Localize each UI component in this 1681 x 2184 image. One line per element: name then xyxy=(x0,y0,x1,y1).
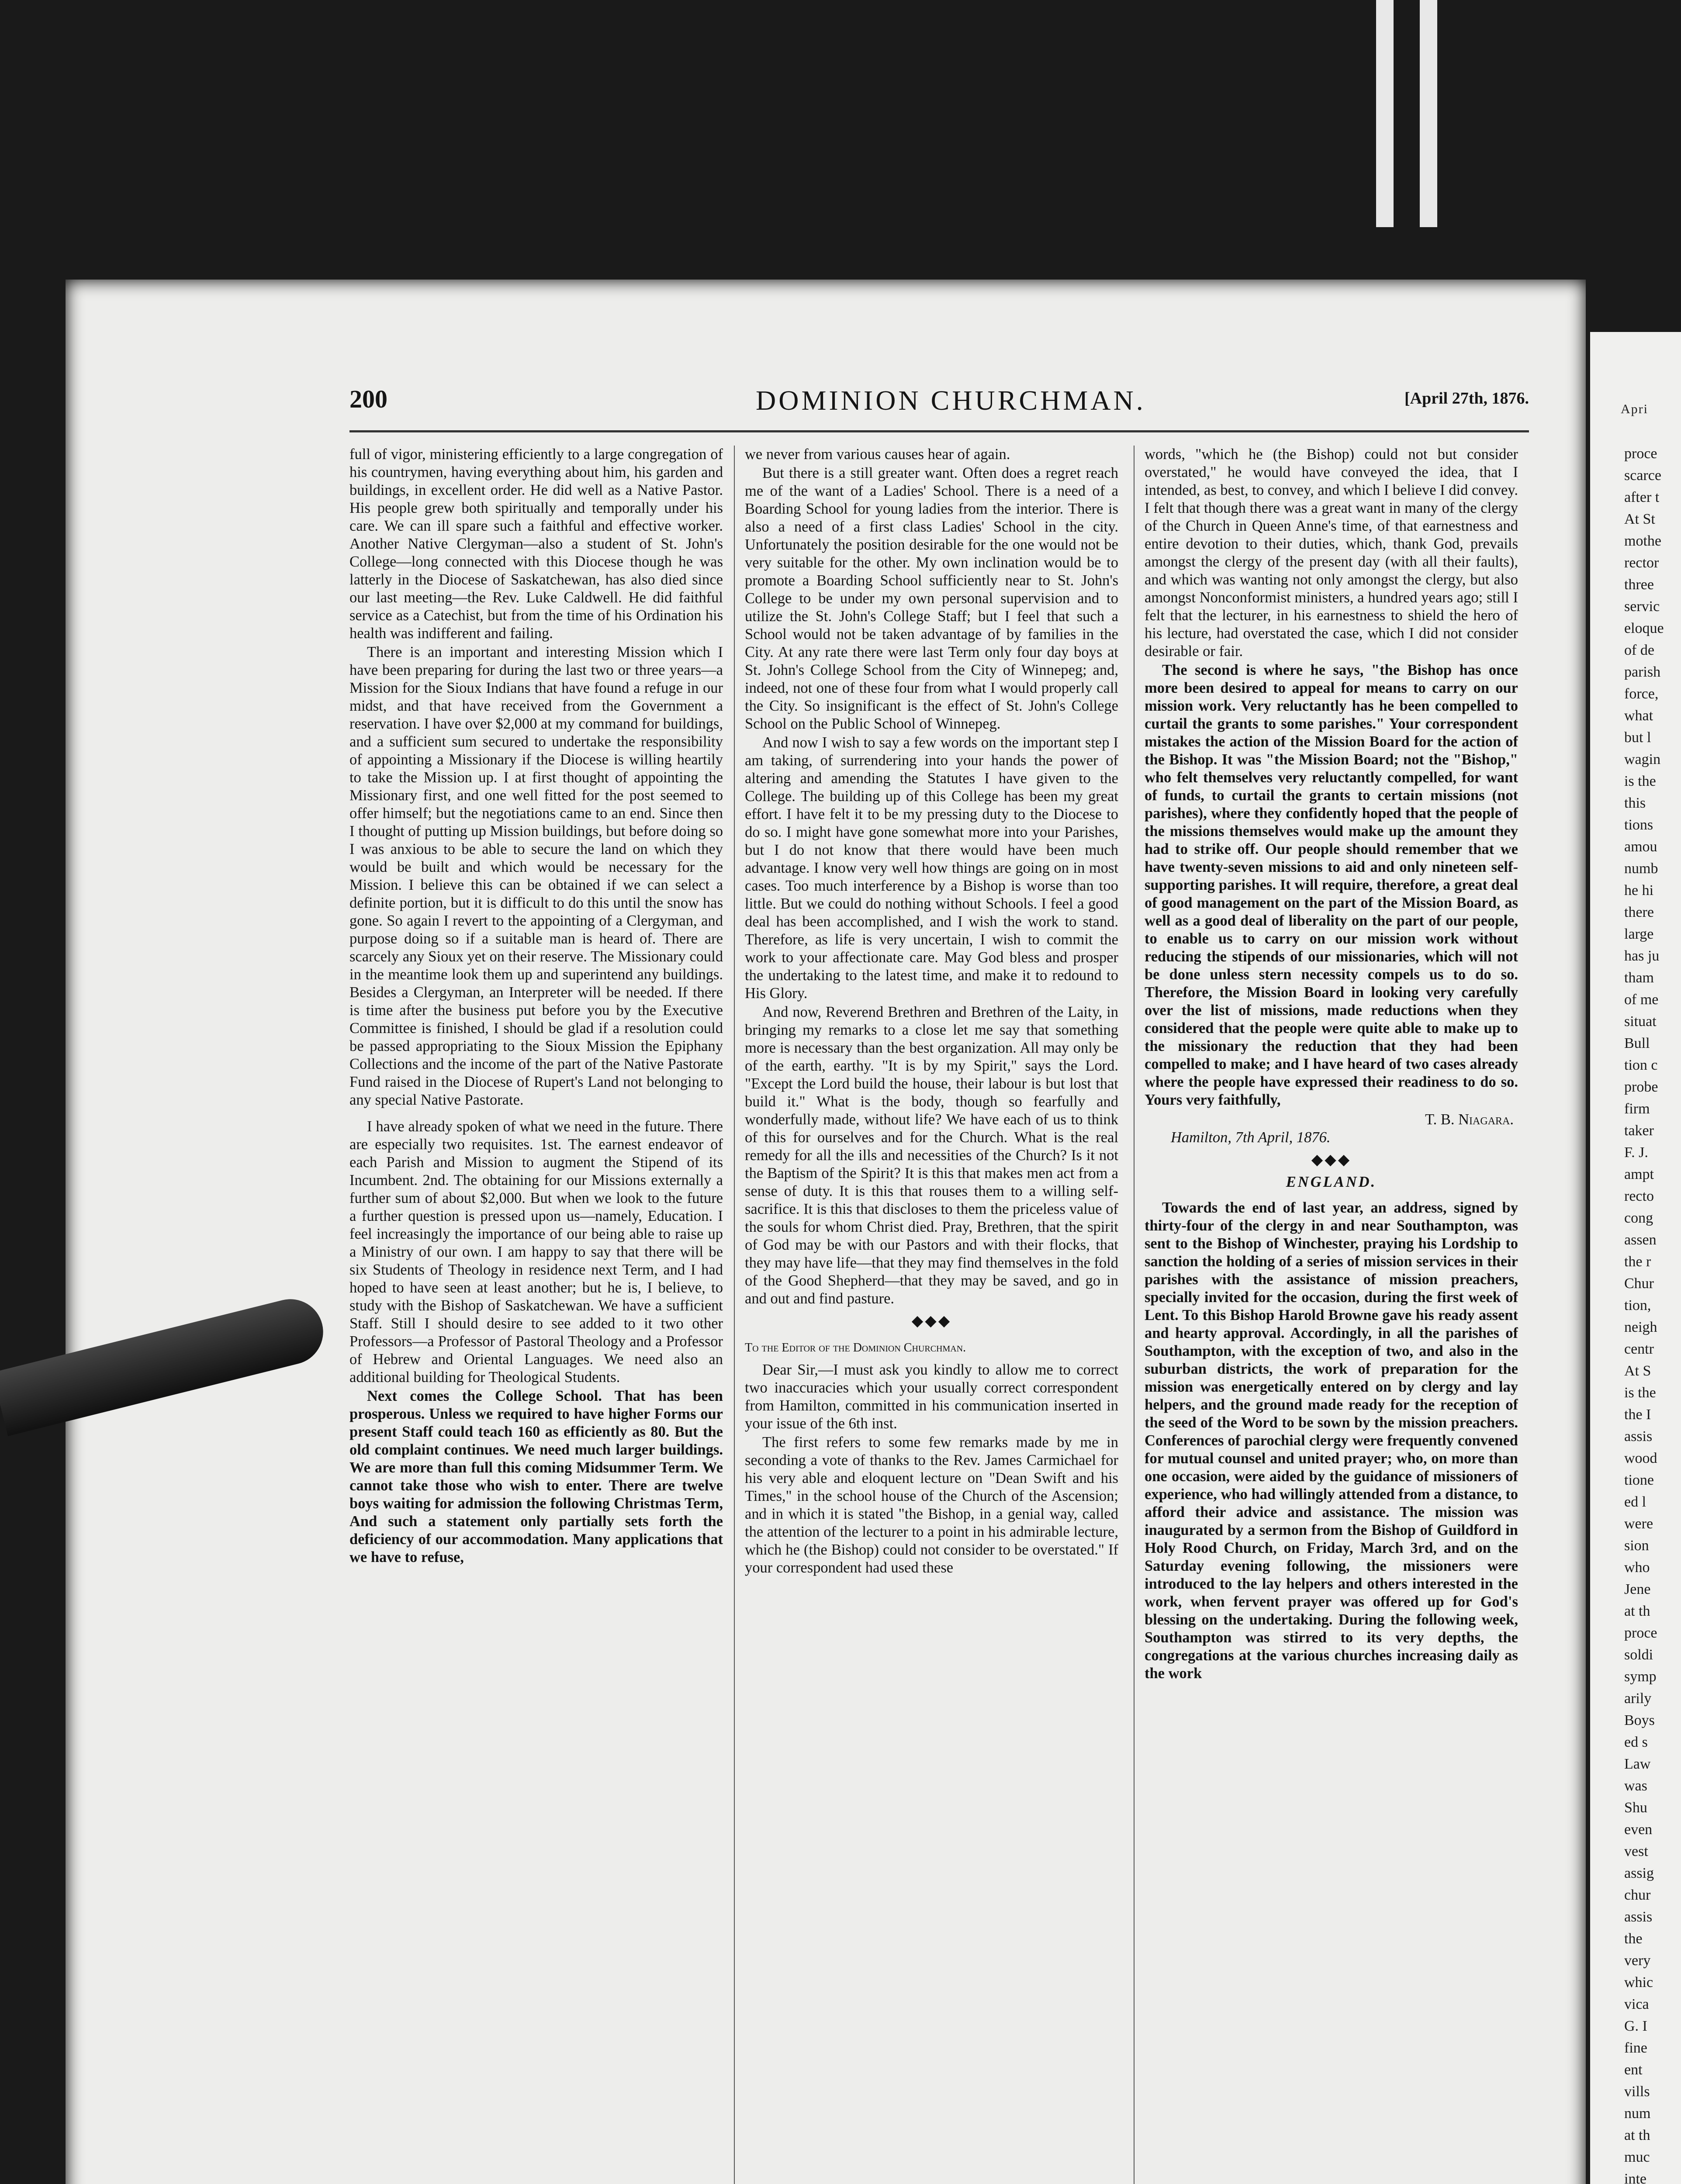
next-page-fragment: cong xyxy=(1624,1210,1653,1226)
paragraph: Next comes the College School. That has been prosperous. Unless we required to have higher Forms our present Staff could teach 160 as efficiently as 80. But the old complaint continues. We need much larger buildings. We are more than full this coming Midsummer Term. We cannot take those who wish to enter. There are twelve boys waiting for admission the following Christmas Term, And such a statement only partially sets forth the deficiency of our accommodation. Many applications that we have to refuse, xyxy=(349,1388,723,1565)
next-page-fragments xyxy=(1590,443,1681,2184)
next-page-fragment: even xyxy=(1624,1821,1653,1838)
next-page-fragment: At St xyxy=(1624,511,1655,527)
ornament: ◆◆◆ xyxy=(1311,1151,1352,1168)
next-page-fragment: he hi xyxy=(1624,882,1654,898)
next-page-fragment: fine xyxy=(1624,2040,1647,2056)
next-page-fragment: of de xyxy=(1624,642,1654,658)
next-page-fragment: vills xyxy=(1624,2084,1650,2100)
next-page-fragment: At S xyxy=(1624,1363,1651,1379)
next-page-fragment: Boys xyxy=(1624,1712,1655,1728)
publication-title: DOMINION CHURCHMAN. xyxy=(756,385,1146,416)
issue-date: [April 27th, 1876. xyxy=(1404,389,1529,408)
next-page-fragment: G. I xyxy=(1624,2018,1647,2034)
next-page-fragment: centr xyxy=(1624,1341,1654,1357)
next-page-fragment: is the xyxy=(1624,1385,1656,1401)
next-page-fragment: Shu xyxy=(1624,1800,1647,1816)
next-page-fragment: Law xyxy=(1624,1756,1651,1772)
next-page-fragment: tions xyxy=(1624,817,1653,833)
next-page-fragment: after t xyxy=(1624,489,1660,505)
next-page-fragment: very xyxy=(1624,1952,1651,1969)
paragraph: Dear Sir,—I must ask you kindly to allow me to correct two inaccuracies which your usually correct correspondent from Hamilton, committed in his communication inserted in your issue of the 6th inst. xyxy=(745,1362,1118,1432)
next-page-fragment: whic xyxy=(1624,1974,1653,1990)
letter-address: To the Editor of the Dominion Churchman. xyxy=(745,1341,966,1355)
page-number: 200 xyxy=(349,385,387,413)
next-page-fragment: probe xyxy=(1624,1079,1658,1095)
next-page-fragment: three xyxy=(1624,577,1654,593)
next-page-edge xyxy=(1590,332,1681,2184)
ornament: ◆◆◆ xyxy=(911,1313,952,1329)
page-header xyxy=(349,384,1529,415)
next-page-fragment: mothe xyxy=(1624,533,1661,549)
next-page-fragment: assis xyxy=(1624,1909,1653,1925)
next-page-fragment: F. J. xyxy=(1624,1144,1648,1161)
next-page-fragment: taker xyxy=(1624,1123,1654,1139)
paragraph: we never from various causes hear of again. xyxy=(745,446,1010,463)
paragraph: The first refers to some few remarks made by me in seconding a vote of thanks to the Rev. James Carmichael for his very able and eloquent lecture on "Dean Swift and his Times," in the school house of the Church of the Ascension; and in which it is stated "the Bishop, in a genial way, called the attention of the lecturer to a point in his admirable lecture, which he (the Bishop) could not consider to be overstated." If your correspondent had used these xyxy=(745,1434,1118,1576)
next-page-fragment: has ju xyxy=(1624,948,1660,964)
next-page-fragment: Bull xyxy=(1624,1035,1650,1051)
column-1 xyxy=(349,446,723,2184)
next-page-fragment: servic xyxy=(1624,598,1660,615)
next-page-fragment: ed s xyxy=(1624,1734,1648,1750)
next-page-fragment: assen xyxy=(1624,1232,1657,1248)
next-page-fragment: parish xyxy=(1624,664,1661,680)
next-page-fragment: rector xyxy=(1624,555,1659,571)
next-page-fragment: tham xyxy=(1624,970,1654,986)
column-2 xyxy=(745,446,1118,2184)
next-page-fragment: situat xyxy=(1624,1013,1657,1030)
next-page-fragment: proce xyxy=(1624,1625,1657,1641)
next-page-fragment: ent xyxy=(1624,2062,1643,2078)
paragraph: And now, Reverend Brethren and Brethren of the Laity, in bringing my remarks to a close let me say that something more is necessary than the best organization. All may only be of the earth, earthy. "It is by my Spirit," says the Lord. "Except the Lord build the house, their labour is but lost that build it." What is the body, though so fearfully and wonderfully made, without life? We have each of us to think of this for ourselves and for the Church. What is the real remedy for all the ills and necessities of the Church? Is it not the Baptism of the Spirit? It is this that makes men act from a sense of duty. It is this that rouses them to a willing self-sacrifice. It is this that discloses to them the priceless value of the souls for whom Christ died. Pray, Brethren, that the spirit of God may be with our Pastors and with their flocks, that they may have life—that they may find themselves in the fold of the Good Shepherd—that they may be saved, and go in and out and find pasture. xyxy=(745,1004,1118,1307)
header-rule xyxy=(349,430,1529,432)
letter-location: Hamilton, 7th April, 1876. xyxy=(1171,1129,1331,1146)
next-page-fragment: tion c xyxy=(1624,1057,1658,1073)
next-page-fragment: what xyxy=(1624,708,1653,724)
next-page-fragment: is the xyxy=(1624,773,1656,789)
next-page-fragment: wood xyxy=(1624,1450,1657,1466)
next-page-fragment: numb xyxy=(1624,860,1658,877)
next-page-fragment: soldi xyxy=(1624,1647,1653,1663)
next-page-fragment: there xyxy=(1624,904,1654,920)
next-page-fragment: but l xyxy=(1624,729,1651,746)
next-page-fragment: muc xyxy=(1624,2149,1650,2165)
next-page-fragment: at th xyxy=(1624,1603,1650,1619)
next-page-fragment: assig xyxy=(1624,1865,1654,1881)
paragraph: full of vigor, ministering efficiently to a large congregation of his countrymen, having everything about him, his garden and buildings, in excellent order. He did well as a Native Pastor. His people grew both spiritually and temporally under his care. We can ill spare such a faithful and effective worker. Another Native Clergyman—also a student of St. John's College—long connected with this Diocese though he was latterly in the Diocese of Saskatchewan, has also died since our last meeting—the Rev. Luke Caldwell. He did faithful service as a Catechist, but from the time of his Ordination his health was indifferent and failing. xyxy=(349,446,723,642)
next-page-fragment: scarce xyxy=(1624,467,1661,484)
next-page-fragment: wagin xyxy=(1624,751,1661,767)
column-separator xyxy=(734,446,735,2184)
paragraph: The second is where he says, "the Bishop has once more been desired to appeal for means to carry on our mission work. Very reluctantly has he been compelled to curtail the grants to some parishes." Your correspondent mistakes the action of the Mission Board for the action of the Bishop. It was "the Mission Board; not the "Bishop," who felt themselves very reluctantly compelled, for want of funds, to curtail the grants to certain missions (not parishes), where they confidently hoped that the people of the missions themselves would make up the amount they had to strike off. Our people should remember that we have twenty-seven missions to aid and only nineteen self-supporting parishes. It will require, therefore, a great deal of good management on the part of the Mission Board, as well as a good deal of liberality on the part of our people, to enable us to carry on our mission work without reducing the stipends of our missionaries, which will not be done unless stern necessity compels us to do so. Therefore, the Mission Board in looking very carefully over the list of missions, made reductions when they considered that the people were quite able to make up to the missionary the reduction that they had been compelled to make; and I have heard of two cases already where the people have expressed their readiness to do so. Yours very faithfully, xyxy=(1145,662,1518,1108)
paragraph: But there is a still greater want. Often does a regret reach me of the want of a Ladies' School. There is a need of a Boarding School for young ladies from the interior. There is also a need of a first class Ladies' School in the city. Unfortunately the position desirable for the one would not be very suitable for the other. My own inclination would be to promote a Boarding School sufficiently near to St. John's College to be under my own personal supervision and to utilize the St. John's College Staff; but I feel that such a School would not be taken advantage of by families in the City. At any rate there were last Term only four day boys at St. John's College School from the City of Winnepeg; and, indeed, not one of these four from what I would properly call the City. So insignificant is the effect of St. John's College School on the Public School of Winnepeg. xyxy=(745,465,1118,732)
next-page-fragment: ed l xyxy=(1624,1494,1646,1510)
next-page-fragment: tione xyxy=(1624,1472,1654,1488)
next-page-fragment: large xyxy=(1624,926,1654,942)
next-page-fragment: assis xyxy=(1624,1428,1653,1444)
paragraph: words, "which he (the Bishop) could not but consider overstated," he would have conveyed the idea, that I intended, as best, to convey, and which I believe I did convey. I felt that though there was a great want in many of the clergy of the Church in Queen Anne's time, of that earnestness and entire devotion to their duties, which, thank God, prevails amongst the clergy of the present day (with all their faults), and which was wanting not only amongst the clergy, but also amongst Nonconformist ministers, a hundred years ago; still I felt that the lecturer, in his earnestness to shield the hero of his lecture, had overstated the case, which I did not consider desirable or fair. xyxy=(1145,446,1518,660)
next-page-fragment: recto xyxy=(1624,1188,1654,1204)
next-page-fragment: ampt xyxy=(1624,1166,1654,1182)
next-page-fragment: force, xyxy=(1624,686,1659,702)
next-page-fragment: Jene xyxy=(1624,1581,1651,1597)
next-page-fragment: sion xyxy=(1624,1538,1649,1554)
next-page-fragment: inte xyxy=(1624,2171,1646,2184)
paragraph: There is an important and interesting Mission which I have been preparing for during the last two or three years—a Mission for the Sioux Indians that have found a refuge in our midst, and that have received from the Government a reservation. I have over $2,000 at my command for buildings, and a sufficient sum secured to undertake the responsibility of appointing a Missionary if the Diocese is willing heartily to take the Mission up. I at first thought of appointing the Missionary first, and one well fitted for the post seemed to offer himself; but the negotiations came to an end. Since then I thought of putting up Mission buildings, but before doing so I was anxious to be able to secure the land on which they would be built and which would be necessary for the Mission. I believe this can be obtained if we can select a definite portion, but it is difficult to do this until the snow has gone. So again I revert to the appointing of a Clergyman, and purpose doing so if a suitable man is heard of. There are scarcely any Sioux yet on their reserve. The Missionary could in the meantime look them up and superintend any buildings. Besides a Clergyman, an Interpreter will be needed. If there is time after the business put before you by the Executive Committee is finished, I should be glad if a resolution could be passed appropriating to the Sioux Mission the Epiphany Collections and the income of the part of the Native Pastorate Fund raised in the Diocese of Rupert's Land not belonging to any special Native Pastorate. xyxy=(349,644,723,1108)
next-page-fragment: at th xyxy=(1624,2127,1650,2143)
paragraph: Towards the end of last year, an address, signed by thirty-four of the clergy in and near Southampton, was sent to the Bishop of Winchester, praying his Lordship to sanction the holding of a series of mission services in their parishes with the assistance of mission preachers, specially invited for the occasion, during the first week of Lent. To this Bishop Harold Browne gave his ready assent and hearty approval. Accordingly, in all the parishes of Southampton, with the exception of two, and also in the suburban districts, the work of preparation for the mission was energetically entered on by clergy and lay helpers, and the ground made ready for the reception of the seed of the Word to be sown by the mission preachers. Conferences of parochial clergy were frequently convened for mutual counsel and united prayer; who, on more than one occasion, were aided by the guidance of missioners of experience, who had willingly attended from a distance, to afford their advice and assistance. The mission was inaugurated by a sermon from the Bishop of Guildford in Holy Rood Church, on Friday, March 3rd, and on the Saturday evening following, the missioners were introduced to the lay helpers and others interested in the work, when fervent prayer was offered up for God's blessing on the undertaking. During the following week, Southampton was stirred to its very depths, the congregations at the various churches increasing daily as the work xyxy=(1145,1199,1518,1682)
next-page-fragment: vest xyxy=(1624,1843,1648,1859)
next-page-fragment: tion, xyxy=(1624,1297,1651,1313)
column-3 xyxy=(1145,446,1518,2184)
next-page-fragment: firm xyxy=(1624,1101,1650,1117)
next-page-fragment: the r xyxy=(1624,1254,1651,1270)
paragraph: I have already spoken of what we need in the future. There are especially two requisites. 1st. The earnest endeavor of each Parish and Mission to augment the Stipend of its Incumbent. 2nd. The obtaining for our Missions externally a further sum of about $2,000. But when we look to the future a further question is pressed upon us—namely, Education. I feel increasingly the importance of our being able to raise up a Ministry of our own. I am happy to say that there will be six Students of Theology in residence next Term, and I had hoped to have seen at least another; but he is, I believe, to study with the Bishop of Saskatchewan. We have a sufficient Staff. Still I should desire to see added to it two other Professors—a Professor of Pastoral Theology and a Professor of Hebrew and Oriental Languages. We need also an additional building for Theological Students. xyxy=(349,1118,723,1386)
next-page-fragment: vica xyxy=(1624,1996,1649,2012)
next-page-fragment: num xyxy=(1624,2105,1651,2122)
next-page-fragment: proce xyxy=(1624,446,1657,462)
next-page-fragment: chur xyxy=(1624,1887,1651,1903)
binding-strip-1 xyxy=(1376,0,1394,227)
next-page-fragment: Chur xyxy=(1624,1275,1654,1292)
next-page-fragment: were xyxy=(1624,1516,1653,1532)
next-page-fragment: the xyxy=(1624,1931,1643,1947)
next-page-fragment: was xyxy=(1624,1778,1647,1794)
next-page-fragment: of me xyxy=(1624,992,1659,1008)
next-page-fragment: the I xyxy=(1624,1406,1651,1423)
next-page-fragment: arily xyxy=(1624,1690,1652,1707)
next-page-fragment: this xyxy=(1624,795,1646,811)
signature: T. B. Niagara. xyxy=(1425,1111,1514,1128)
next-page-fragment: amou xyxy=(1624,839,1657,855)
next-page-header: Apri xyxy=(1621,402,1648,416)
next-page-fragment: symp xyxy=(1624,1669,1657,1685)
paragraph: And now I wish to say a few words on the important step I am taking, of surrendering into your hands the power of altering and amending the Statutes I have given to the College. The building up of this College has been my great effort. I have felt it to be my pressing duty to the Diocese to do so. I might have gone somewhat more into your Parishes, but I do not know that there would have been much advantage. I know very well how things are going on in most cases. Too much interference by a Bishop is worse than too little. But we could do nothing without Schools. I feel a good deal has been accomplished, and I wish the work to stand. Therefore, as life is very uncertain, I wish to commit the work to your affectionate care. May God bless and prosper the undertaking to the latest time, and make it to redound to His Glory. xyxy=(745,734,1118,1002)
binding-strip-2 xyxy=(1420,0,1437,227)
next-page-fragment: eloque xyxy=(1624,620,1664,636)
section-heading: ENGLAND. xyxy=(1286,1174,1377,1190)
next-page-fragment: neigh xyxy=(1624,1319,1657,1335)
next-page-fragment: who xyxy=(1624,1559,1650,1576)
column-separator xyxy=(1134,446,1135,2184)
